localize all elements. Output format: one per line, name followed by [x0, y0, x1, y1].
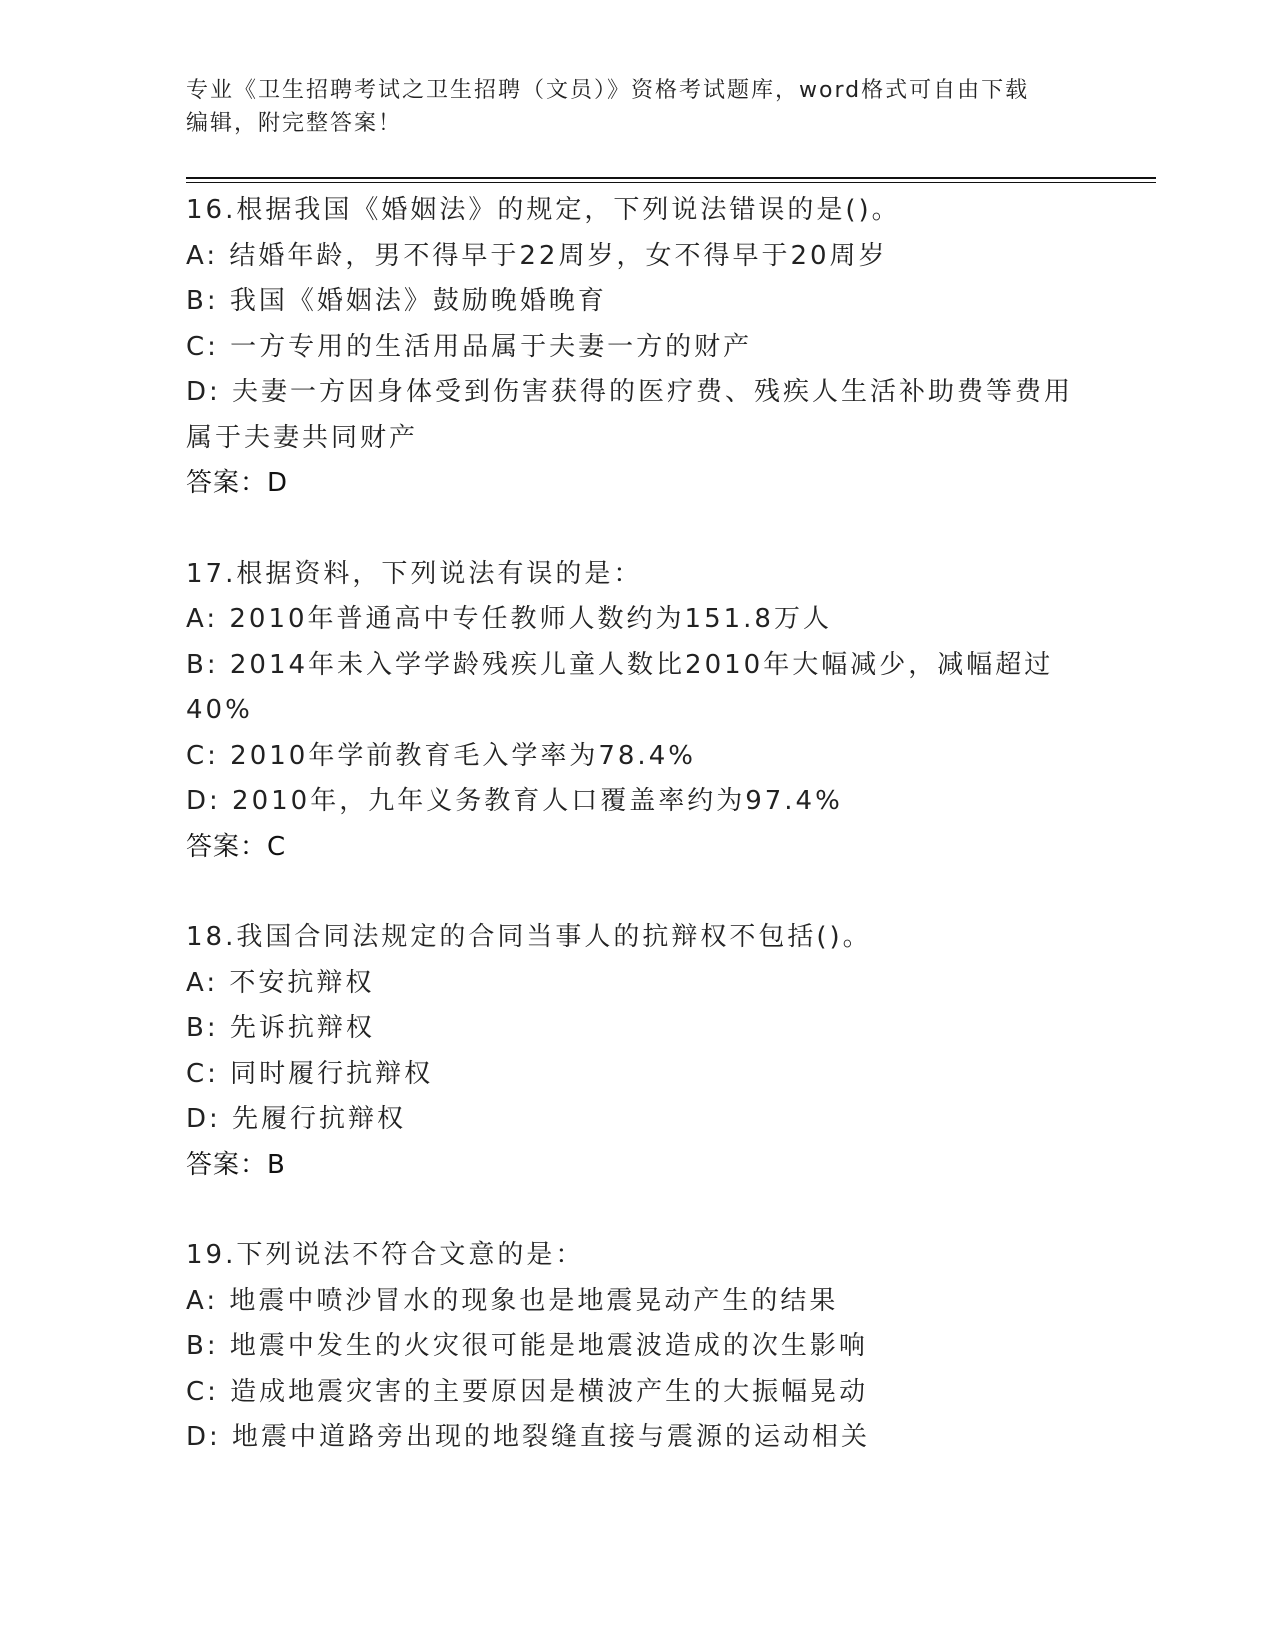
option-c: C: 2010年学前教育毛入学率为78.4% — [186, 740, 696, 771]
header-divider-thin — [186, 182, 1156, 183]
question-17 — [186, 552, 1086, 871]
option-c: C: 同时履行抗辩权 — [186, 1058, 434, 1089]
question-stem: 18.我国合同法规定的合同当事人的抗辩权不包括()。 — [186, 922, 872, 952]
option-a: A: 不安抗辩权 — [186, 967, 375, 998]
header-line-2: 编辑，附完整答案！ — [186, 111, 403, 136]
answer-text: 答案：D — [186, 468, 289, 498]
option-d: D: 先履行抗辩权 — [186, 1104, 407, 1134]
question-18 — [186, 915, 1086, 1188]
answer-text: 答案：B — [186, 1149, 286, 1180]
option-b: B: 先诉抗辩权 — [186, 1013, 375, 1043]
option-b: B: 我国《婚姻法》鼓励晚婚晚育 — [186, 286, 607, 316]
question-list — [186, 188, 1086, 1506]
header-divider-thick — [186, 177, 1156, 179]
option-a: A: 地震中喷沙冒水的现象也是地震晃动产生的结果 — [186, 1285, 839, 1316]
option-b: B: 2014年未入学学龄残疾儿童人数比2010年大幅减少，减幅超过40% — [186, 649, 1054, 725]
header-line-1: 专业《卫生招聘考试之卫生招聘（文员）》资格考试题库，word格式可自由下载 — [186, 78, 1030, 103]
question-19 — [186, 1233, 1086, 1461]
answer-text: 答案：C — [186, 831, 287, 862]
option-d: D: 2010年，九年义务教育人口覆盖率约为97.4% — [186, 786, 843, 816]
option-d: D: 地震中道路旁出现的地裂缝直接与震源的运动相关 — [186, 1422, 871, 1452]
question-stem: 19.下列说法不符合文意的是： — [186, 1240, 585, 1270]
option-c: C: 一方专用的生活用品属于夫妻一方的财产 — [186, 331, 753, 362]
question-stem: 17.根据资料，下列说法有误的是： — [186, 558, 643, 589]
option-c: C: 造成地震灾害的主要原因是横波产生的大振幅晃动 — [186, 1376, 869, 1407]
option-d: D: 夫妻一方因身体受到伤害获得的医疗费、残疾人生活补助费等费用属于夫妻共同财产 — [186, 377, 1074, 453]
question-16 — [186, 188, 1086, 507]
question-stem: 16.根据我国《婚姻法》的规定，下列说法错误的是()。 — [186, 195, 901, 225]
document-header — [186, 74, 1076, 140]
option-a: A: 2010年普通高中专任教师人数约为151.8万人 — [186, 604, 832, 634]
option-b: B: 地震中发生的火灾很可能是地震波造成的次生影响 — [186, 1331, 868, 1361]
option-a: A: 结婚年龄，男不得早于22周岁，女不得早于20周岁 — [186, 240, 888, 271]
